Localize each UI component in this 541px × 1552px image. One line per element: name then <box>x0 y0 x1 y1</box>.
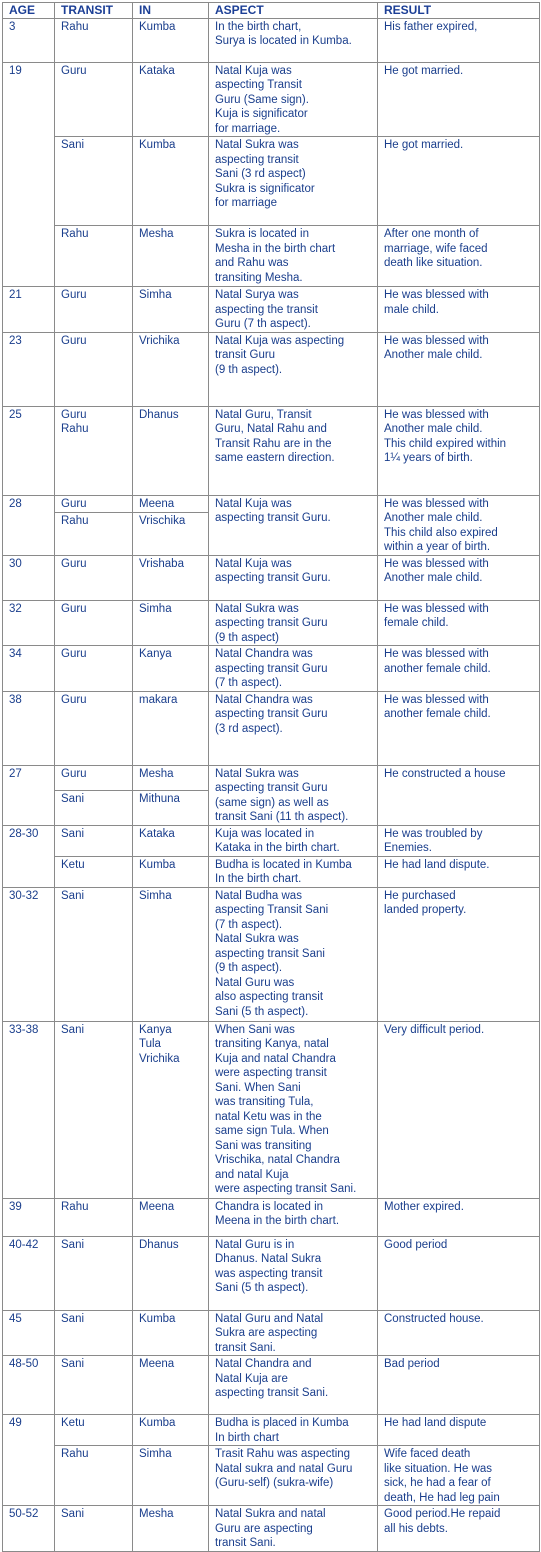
transit-cell: Sani <box>55 1236 133 1310</box>
in-cell: Kataka <box>133 62 209 137</box>
transit-cell: Guru <box>55 691 133 765</box>
age-cell: 30-32 <box>3 887 55 1021</box>
aspect-cell: Natal Chandra was aspecting transit Guru (7 th aspect). <box>209 646 378 692</box>
in-cell: Kanya Tula Vrichika <box>133 1021 209 1198</box>
transit-cell: Sani <box>55 1356 133 1415</box>
table-row <box>3 1446 540 1506</box>
age-cell: 30 <box>3 555 55 600</box>
aspect-cell: Budha is located in Kumba In the birth chart. <box>209 856 378 887</box>
transit-cell: Rahu <box>55 226 133 287</box>
transit-cell: Rahu <box>55 1198 133 1236</box>
age-cell: 28 <box>3 495 55 555</box>
in-cell: Dhanus <box>133 1236 209 1310</box>
header-result: RESULT <box>378 3 540 19</box>
result-cell: He was blessed with another female child. <box>378 646 540 692</box>
aspect-cell: Natal Sukra and natal Guru are aspecting transit Sani. <box>209 1506 378 1552</box>
transit-cell: Guru <box>55 600 133 646</box>
transit-results-table <box>2 2 540 1552</box>
age-cell: 49 <box>3 1415 55 1506</box>
result-cell: Wife faced death like situation. He was sick, he had a fear of death, He had leg pain <box>378 1446 540 1506</box>
result-cell: He got married. <box>378 137 540 226</box>
age-cell: 50-52 <box>3 1506 55 1552</box>
table-row <box>3 406 540 495</box>
transit-cell: Sani <box>55 1310 133 1356</box>
transit-cell: Rahu <box>55 512 133 555</box>
age-cell: 21 <box>3 287 55 333</box>
table-row <box>3 226 540 287</box>
result-cell: He had land dispute <box>378 1415 540 1446</box>
transit-cell: Guru <box>55 332 133 406</box>
table-row <box>3 887 540 1021</box>
result-cell: He constructed a house <box>378 765 540 825</box>
transit-cell: Ketu <box>55 1415 133 1446</box>
table-row <box>3 600 540 646</box>
age-cell: 19 <box>3 62 55 287</box>
in-cell: Simha <box>133 287 209 333</box>
aspect-cell: Natal Kuja was aspecting transit Guru. <box>209 555 378 600</box>
aspect-cell: Natal Guru, Transit Guru, Natal Rahu and Transit Rahu are in the same eastern direction. <box>209 406 378 495</box>
result-cell: Good period <box>378 1236 540 1310</box>
table-row <box>3 691 540 765</box>
aspect-cell: Sukra is located in Mesha in the birth chart and Rahu was transiting Mesha. <box>209 226 378 287</box>
table-row <box>3 287 540 333</box>
in-cell: Mithuna <box>133 790 209 825</box>
table-row <box>3 62 540 137</box>
transit-cell: Guru <box>55 495 133 512</box>
transit-cell: Guru <box>55 765 133 790</box>
in-cell: Vrischika <box>133 512 209 555</box>
result-cell: Constructed house. <box>378 1310 540 1356</box>
result-cell: He was blessed with male child. <box>378 287 540 333</box>
age-cell: 38 <box>3 691 55 765</box>
age-cell: 34 <box>3 646 55 692</box>
aspect-cell: Natal Guru and Natal Sukra are aspecting transit Sani. <box>209 1310 378 1356</box>
result-cell: He was blessed with Another male child. This child also expired within a year of birth. <box>378 495 540 555</box>
aspect-cell: Kuja was located in Kataka in the birth chart. <box>209 825 378 856</box>
aspect-cell: Natal Chandra and Natal Kuja are aspecting transit Sani. <box>209 1356 378 1415</box>
header-aspect: ASPECT <box>209 3 378 19</box>
transit-cell: Guru <box>55 62 133 137</box>
result-cell: Good period.He repaid all his debts. <box>378 1506 540 1552</box>
transit-cell: Sani <box>55 137 133 226</box>
result-cell: He was blessed with female child. <box>378 600 540 646</box>
in-cell: Simha <box>133 1446 209 1506</box>
aspect-cell: Trasit Rahu was aspecting Natal sukra and natal Guru (Guru-self) (sukra-wife) <box>209 1446 378 1506</box>
table-row <box>3 332 540 406</box>
table-row <box>3 765 540 790</box>
result-cell: Bad period <box>378 1356 540 1415</box>
in-cell: Meena <box>133 495 209 512</box>
result-cell: He was blessed with Another male child. This child expired within 1¼ years of birth. <box>378 406 540 495</box>
transit-cell: Rahu <box>55 1446 133 1506</box>
aspect-cell: Natal Budha was aspecting Transit Sani (7 th aspect). Natal Sukra was aspecting transit Sani (9 th aspect). Natal Guru was also aspecting transit Sani (5 th aspect). <box>209 887 378 1021</box>
in-cell: Kataka <box>133 825 209 856</box>
age-cell: 48-50 <box>3 1356 55 1415</box>
transit-cell: Guru <box>55 287 133 333</box>
age-cell: 39 <box>3 1198 55 1236</box>
result-cell: He was blessed with Another male child. <box>378 332 540 406</box>
aspect-cell: Natal Sukra was aspecting transit Sani (3 rd aspect) Sukra is significator for marriage <box>209 137 378 226</box>
in-cell: Vrichika <box>133 332 209 406</box>
in-cell: Vrishaba <box>133 555 209 600</box>
table-row <box>3 646 540 692</box>
table-row <box>3 1415 540 1446</box>
age-cell: 3 <box>3 18 55 62</box>
age-cell: 23 <box>3 332 55 406</box>
table-row <box>3 555 540 600</box>
transit-cell: Sani <box>55 887 133 1021</box>
age-cell: 32 <box>3 600 55 646</box>
result-cell: Mother expired. <box>378 1198 540 1236</box>
in-cell: Meena <box>133 1356 209 1415</box>
table-row <box>3 137 540 226</box>
age-cell: 27 <box>3 765 55 825</box>
aspect-cell: Natal Surya was aspecting the transit Guru (7 th aspect). <box>209 287 378 333</box>
in-cell: Mesha <box>133 765 209 790</box>
aspect-cell: Budha is placed in Kumba In birth chart <box>209 1415 378 1446</box>
result-cell: He had land dispute. <box>378 856 540 887</box>
header-transit: TRANSIT <box>55 3 133 19</box>
aspect-cell: In the birth chart, Surya is located in Kumba. <box>209 18 378 62</box>
result-cell: He was blessed with Another male child. <box>378 555 540 600</box>
in-cell: Simha <box>133 887 209 1021</box>
in-cell: makara <box>133 691 209 765</box>
result-cell: He was blessed with another female child. <box>378 691 540 765</box>
aspect-cell: Natal Kuja was aspecting transit Guru. <box>209 495 378 555</box>
transit-cell: Sani <box>55 1021 133 1198</box>
in-cell: Kumba <box>133 1310 209 1356</box>
result-cell: He got married. <box>378 62 540 137</box>
transit-cell: Ketu <box>55 856 133 887</box>
aspect-cell: When Sani was transiting Kanya, natal Kuja and natal Chandra were aspecting transit Sani. When Sani was transiting Tula, natal Ketu was in the same sign Tula. When Sani was transiting Vrischika, natal Chandra and natal Kuja were aspecting transit Sani. <box>209 1021 378 1198</box>
in-cell: Meena <box>133 1198 209 1236</box>
table-row <box>3 825 540 856</box>
aspect-cell: Natal Sukra was aspecting transit Guru (same sign) as well as transit Sani (11 th aspect). <box>209 765 378 825</box>
table-row <box>3 1506 540 1552</box>
table-row <box>3 1356 540 1415</box>
transit-cell: Rahu <box>55 18 133 62</box>
table-row <box>3 856 540 887</box>
table-row <box>3 1310 540 1356</box>
in-cell: Mesha <box>133 226 209 287</box>
transit-cell: Sani <box>55 1506 133 1552</box>
table-row <box>3 1236 540 1310</box>
result-cell: Very difficult period. <box>378 1021 540 1198</box>
in-cell: Kumba <box>133 856 209 887</box>
table-row <box>3 495 540 512</box>
aspect-cell: Natal Sukra was aspecting transit Guru (9 th aspect) <box>209 600 378 646</box>
in-cell: Kumba <box>133 137 209 226</box>
in-cell: Kanya <box>133 646 209 692</box>
age-cell: 40-42 <box>3 1236 55 1310</box>
age-cell: 25 <box>3 406 55 495</box>
transit-cell: Sani <box>55 825 133 856</box>
header-age: AGE <box>3 3 55 19</box>
result-cell: After one month of marriage, wife faced death like situation. <box>378 226 540 287</box>
aspect-cell: Natal Chandra was aspecting transit Guru (3 rd aspect). <box>209 691 378 765</box>
header-in: IN <box>133 3 209 19</box>
in-cell: Kumba <box>133 1415 209 1446</box>
in-cell: Dhanus <box>133 406 209 495</box>
in-cell: Mesha <box>133 1506 209 1552</box>
result-cell: His father expired, <box>378 18 540 62</box>
aspect-cell: Chandra is located in Meena in the birth chart. <box>209 1198 378 1236</box>
result-cell: He was troubled by Enemies. <box>378 825 540 856</box>
age-cell: 45 <box>3 1310 55 1356</box>
in-cell: Simha <box>133 600 209 646</box>
age-cell: 28-30 <box>3 825 55 887</box>
header-row <box>3 3 540 19</box>
aspect-cell: Natal Guru is in Dhanus. Natal Sukra was aspecting transit Sani (5 th aspect). <box>209 1236 378 1310</box>
transit-cell: Guru Rahu <box>55 406 133 495</box>
aspect-cell: Natal Kuja was aspecting transit Guru (9 th aspect). <box>209 332 378 406</box>
transit-cell: Sani <box>55 790 133 825</box>
transit-cell: Guru <box>55 555 133 600</box>
table-row <box>3 1198 540 1236</box>
result-cell: He purchased landed property. <box>378 887 540 1021</box>
table-row <box>3 1021 540 1198</box>
aspect-cell: Natal Kuja was aspecting Transit Guru (Same sign). Kuja is significator for marriage. <box>209 62 378 137</box>
transit-cell: Guru <box>55 646 133 692</box>
table-row <box>3 18 540 62</box>
in-cell: Kumba <box>133 18 209 62</box>
age-cell: 33-38 <box>3 1021 55 1198</box>
